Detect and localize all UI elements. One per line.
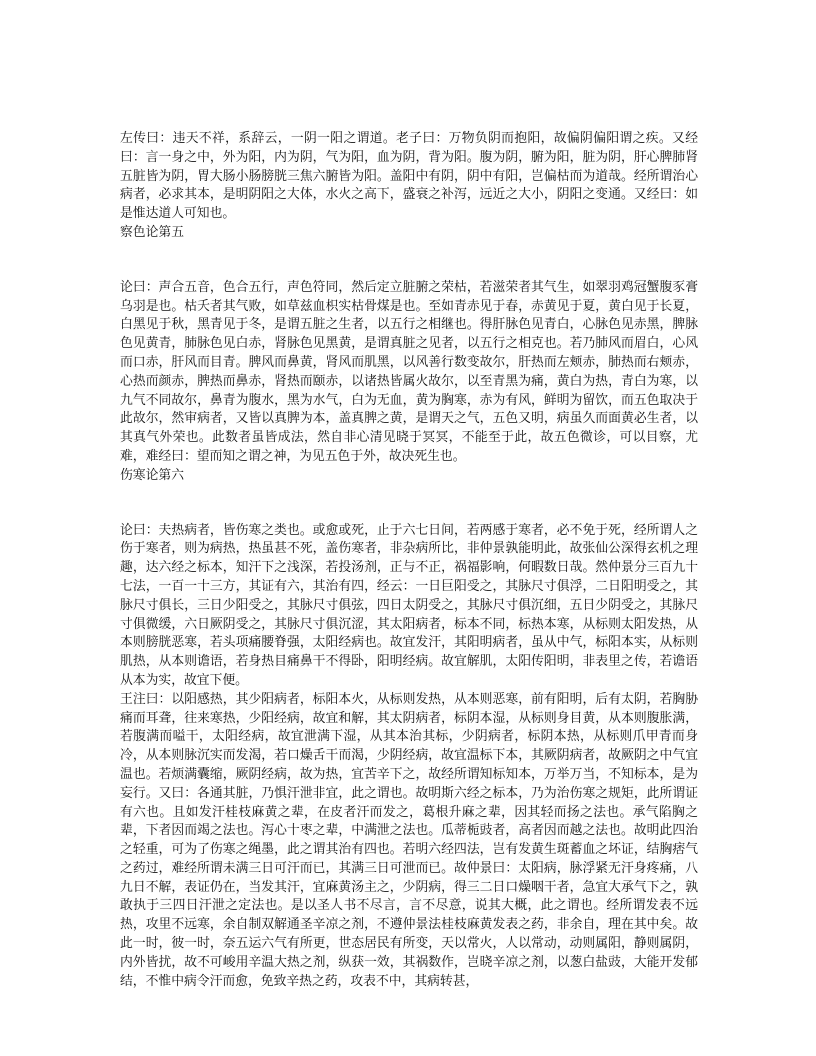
intro-paragraph: 左传曰：违天不祥，系辞云，一阴一阳之谓道。老子曰：万物负阴而抱阳，故偏阴偏阳谓之疾。又经曰：言一身之中，外为阳，内为阴，气为阳，血为阴，背为阳。腹为阴，腑为阳，脏为阴，肝心脾肺肾五脏皆为阴，胃大肠小肠膀胱三焦六腑皆为阳。盖阳中有阴，阴中有阳，岂偏枯而为道哉。经所谓治心病者，必求其本，是明阴阳之大体，水火之高下，盛衰之补泻，远近之大小，阴阳之变通。又经曰：如是惟达道人可知也。	[120, 131, 698, 222]
section-heading-shanghan: 伤寒论第六	[120, 467, 184, 483]
shanghan-paragraph-2: 王注曰：以阳感热，其少阳病者，标阳本火，从标则发热，从本则恶寒，前有阳明，后有太阴，若胸胁痛而耳聋，往来寒热，少阳经病，故宜和解，其太阴病者，标阴本湿，从标则身目黄，从本则腹胀满，若腹满而嗌干，太阳经病，故宜泄满下湿，从其本治其标，少阴病者，标阴本热，从标则爪甲青而身冷，从本则脉沉实而发渴，若口燥舌干而渴，少阴经病，故宜温标下本，其厥阴病者，故厥阴之中气宜温也。若烦满囊缩，厥阴经病，故为热，宜苦辛下之，故经所谓知标知本，万举万当，不知标本，是为妄行。又曰：各通其脏，乃惧汗泄非宜，此之谓也。故明斯六经之标本，乃为治伤寒之规矩，此所谓证有六也。且如发汗桂枝麻黄之辈，在皮者汗而发之，葛根升麻之辈，因其轻而扬之法也。承气陷胸之辈，下者因而竭之法也。泻心十枣之辈，中满泄之法也。瓜蒂栀豉者，高者因而越之法也。故明此四治之轻重，可为了伤寒之绳墨，此之谓其治有四也。若明六经四法，岂有发黄生斑蓄血之坏证，结胸痞气之药过，难经所谓未满三日可汗而已，其满三日可泄而已。故仲景曰：太阳病，脉浮紧无汗身疼痛，八九日不解，表证仍在，当发其汗，宜麻黄汤主之，少阴病，得三二日口燥咽干者，急宜大承气下之，孰敢执于三四日汗泄之定法也。是以圣人书不尽言，言不尽意，说其大概，此之谓也。经所谓发表不远热，攻里不远寒，余自制双解通圣辛凉之剂，不遵仲景法桂枝麻黄发表之药，非余自，理在其中矣。故此一时，彼一时，奈五运六气有所更，世态居民有所变，天以常火，人以常动，动则属阳，静则属阴，内外皆扰，故不可峻用辛温大热之剂，纵获一效，其祸数作，岂晓辛凉之剂，以葱白盐豉，大能开发郁结，不惟中病令汗而愈，免致辛热之药，攻表不中，其病转甚，	[120, 691, 698, 989]
document-body	[120, 130, 698, 991]
section-heading-chase: 察色论第五	[120, 224, 184, 240]
shanghan-paragraph-1: 论曰：夫热病者，皆伤寒之类也。或愈或死，止于六七日间，若两感于寒者，必不免于死，经所谓人之伤于寒者，则为病热，热虽甚不死，盖伤寒者，非杂病所比，非仲景孰能明此，故张仙公深得玄机之理趣，达六经之标本，知汗下之浅深，若投汤剂，正与不正，祸福影响，何暇数日哉。然仲景分三百九十七法，一百一十三方，其证有六，其治有四，经云：一日巨阳受之，其脉尺寸俱浮，二日阳明受之，其脉尺寸俱长，三日少阳受之，其脉尺寸俱弦，四日太阴受之，其脉尺寸俱沉细，五日少阴受之，其脉尺寸俱微缓，六日厥阴受之，其脉尺寸俱沉涩，其太阳病者，标本不同，标热本寒，从标则太阳发热，从本则膀胱恶寒，若头项痛腰脊强，太阳经病也。故宜发汗，其阳明病者，虽从中气，标阳本实，从标则肌热，从本则谵语，若身热目痛鼻干不得卧，阳明经病。故宜解肌，太阳传阳明，非表里之传，若谵语从本为实，故宜下便。	[120, 522, 698, 688]
chase-paragraph: 论曰：声合五音，色合五行，声色符同，然后定立脏腑之荣枯，若滋荣者其气生，如翠羽鸡冠蟹腹豕膏乌羽是也。枯夭者其气败，如草兹血枳实枯骨煤是也。至如青赤见于春，赤黄见于夏，黄白见于长夏，白黑见于秋，黑青见于冬，是谓五脏之生者，以五行之相继也。得肝脉色见青白，心脉色见赤黑，脾脉色见黄青，肺脉色见白赤，肾脉色见黑黄，是谓真脏之见者，以五行之相克也。若乃肺风而眉白，心风而口赤，肝风而目青。脾风而鼻黄，肾风而肌黑，以风善行数变故尔，肝热而左颊赤，肺热而右颊赤，心热而颜赤，脾热而鼻赤，肾热而颐赤，以诸热皆属火故尔，以至青黑为痛，黄白为热，青白为寒，以九气不同故尔，鼻青为腹水，黑为水气，白为无血，黄为胸寒，赤为有风，鲜明为留饮，而五色取决于此故尔，然审病者，又皆以真脾为本，盖真脾之黄，是谓天之气，五色又明，病虽久而面黄必生者，以其真气外荣也。此数者虽皆成法，然自非心清见晓于冥冥，不能至于此，故五色微诊，可以目察，尤难，难经曰：望而知之谓之神，为见五色于外，故决死生也。	[120, 279, 698, 464]
section-gap	[120, 486, 698, 522]
section-gap	[120, 243, 698, 279]
